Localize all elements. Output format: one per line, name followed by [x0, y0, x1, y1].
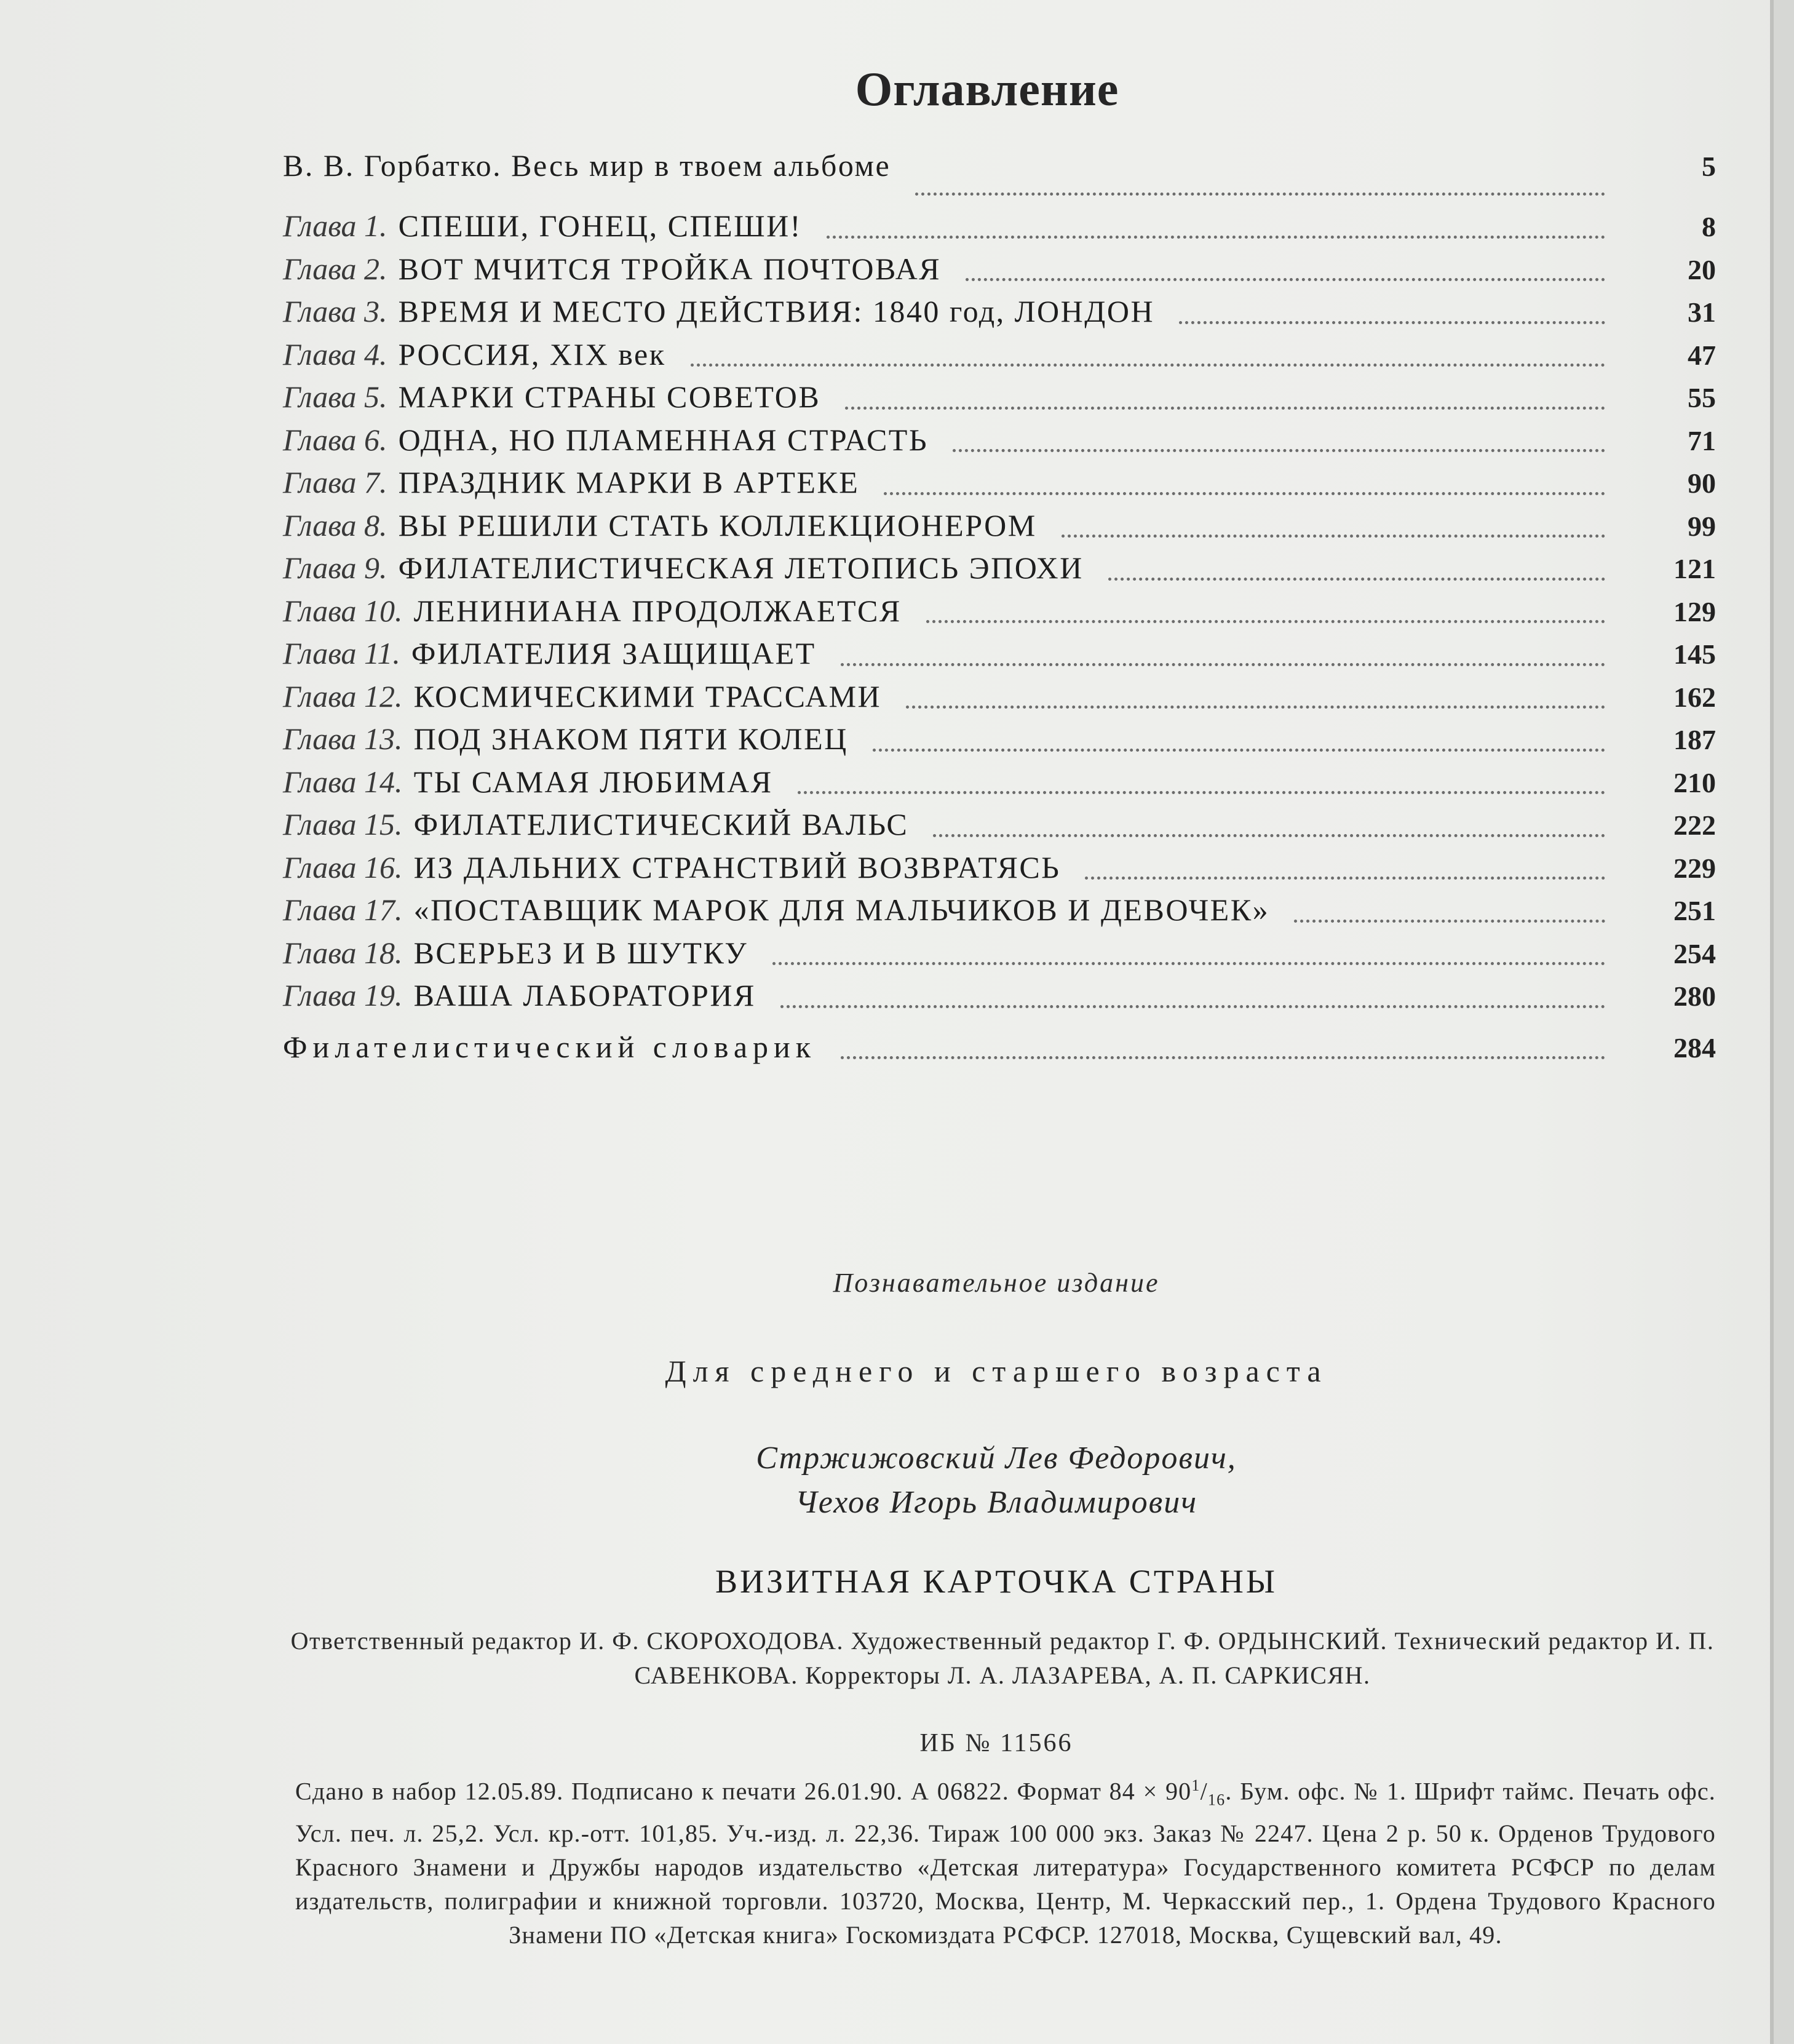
toc-chapter-row: [283, 251, 1716, 294]
chapter-number: Глава 16.: [283, 849, 403, 885]
toc-chapter-row: [283, 935, 1716, 978]
editors-credits: Ответственный редактор И. Ф. СКОРОХОДОВА. Художественный редактор Г. Ф. ОРДЫНСКИЙ. Технический редактор И. П. САВЕНКОВА. Корректоры Л. А. ЛАЗАРЕВА, А. П. САРКИСЯН.: [290, 1627, 1715, 1689]
audience-line: Для среднего и старшего возраста: [665, 1354, 1328, 1388]
dot-leader: [873, 749, 1605, 752]
dot-leader: [884, 492, 1605, 495]
chapter-number: Глава 11.: [283, 636, 400, 670]
chapter-number: Глава 1.: [283, 209, 387, 243]
chapter-number: Глава 8.: [283, 507, 387, 543]
dot-leader: [966, 278, 1605, 281]
chapter-title: ФИЛАТЕЛИСТИЧЕСКАЯ ЛЕТОПИСЬ ЭПОХИ: [398, 551, 1084, 585]
chapter-number: Глава 3.: [283, 294, 387, 328]
dot-leader: [933, 834, 1605, 837]
imprint-text: . Бум. офс. № 1. Шрифт таймс. Печать офс. Усл. печ. л. 25,2. Усл. кр.-отт. 101,85. Уч.-изд. л. 22,36. Тираж 100 000 экз. Заказ № 2247. Цена 2 р. 50 к. Орденов Трудового Красного Знамени и Дружбы народов издательство «Детская литература» Государственного комитета РСФСР по делам издательств, полиграфии и книжной торговли. 103720, Москва, Центр, М. Черкасский пер., 1. Ордена Трудового Красного Знамени ПО «Детская книга» Госкомиздата РСФСР. 127018, Москва, Сущевский вал, 49.: [295, 1777, 1716, 1949]
dot-leader: [772, 962, 1605, 965]
toc-chapter-row: [283, 550, 1716, 593]
toc-chapter-row: [283, 593, 1716, 636]
chapter-title: ВСЕРЬЕЗ И В ШУТКУ: [413, 935, 748, 970]
chapter-number: Глава 10.: [283, 593, 403, 628]
chapter-title: ОДНА, НО ПЛАМЕННАЯ СТРАСТЬ: [398, 422, 929, 457]
dot-leader: [827, 236, 1605, 239]
imprint-details: Сдано в набор 12.05.89. Подписано к печати 26.01.90. А 06822. Формат $84 \times 90^1/_{16}$. Бум. офс. № 1. Шрифт таймс. Печать офс. Усл. печ. л. 25,2. Усл. кр.-отт. 101,85. Уч.-изд. л. 22,36. Тираж 100 000 экз. Заказ № 2247. Цена 2 р. 50 к. Орденов Трудового Красного Знамени и Дружбы народов издательство «Детская литература» Государственного комитета РСФСР по делам издательств, полиграфии и книжной торговли. 103720, Москва, Центр, М. Черкасский пер., 1. Ордена Трудового Красного Знамени ПО «Детская книга» Госкомиздата РСФСР. 127018, Москва, Сущевский вал, 49.: [295, 1776, 1716, 1949]
toc-chapter-row: [283, 977, 1716, 1020]
toc-chapter-row: [283, 806, 1716, 849]
chapter-page: 145: [1673, 638, 1716, 670]
chapter-page: 71: [1688, 424, 1716, 456]
chapter-title: ЛЕНИНИАНА ПРОДОЛЖАЕТСЯ: [413, 593, 902, 628]
authors-block: [0, 1436, 1794, 1525]
chapter-title: КОСМИЧЕСКИМИ ТРАССАМИ: [413, 678, 882, 714]
book-title: ВИЗИТНАЯ КАРТОЧКА СТРАНЫ: [715, 1563, 1277, 1600]
chapter-number: Глава 18.: [283, 935, 403, 970]
dot-leader: [841, 663, 1605, 666]
toc-chapter-row: [283, 293, 1716, 336]
chapter-number: Глава 6.: [283, 422, 387, 457]
chapter-title: ПРАЗДНИК МАРКИ В АРТЕКЕ: [398, 465, 860, 499]
chapter-page: 187: [1673, 724, 1716, 755]
toc-heading: Оглавление: [855, 62, 1119, 116]
toc-chapter-row: [283, 635, 1716, 678]
format-fraction-numerator: 1: [1191, 1776, 1201, 1794]
chapter-title: ФИЛАТЕЛИСТИЧЕСКИЙ ВАЛЬС: [413, 807, 909, 841]
toc-chapter-row: [283, 507, 1716, 551]
toc-chapter-row: [283, 422, 1716, 465]
chapter-title: «ПОСТАВЩИК МАРОК ДЛЯ МАЛЬЧИКОВ И ДЕВОЧЕК»: [413, 893, 1270, 927]
chapter-page: 162: [1673, 681, 1716, 713]
chapter-page: 129: [1673, 595, 1716, 627]
chapter-number: Глава 7.: [283, 465, 387, 499]
chapter-page: 229: [1673, 852, 1716, 884]
chapter-page: 280: [1673, 980, 1716, 1012]
toc-chapter-row: [283, 464, 1716, 507]
toc-chapter-row: [283, 379, 1716, 422]
chapter-number: Глава 17.: [283, 893, 403, 927]
chapter-page: 8: [1702, 211, 1716, 242]
chapter-page: 210: [1673, 766, 1716, 798]
chapter-page: 47: [1688, 339, 1716, 371]
chapter-page: 31: [1688, 296, 1716, 328]
dot-leader: [1085, 877, 1605, 880]
chapter-number: Глава 15.: [283, 807, 403, 841]
chapter-page: 99: [1688, 510, 1716, 542]
chapter-title: СПЕШИ, ГОНЕЦ, СПЕШИ!: [398, 209, 802, 243]
chapter-page: 222: [1673, 809, 1716, 841]
toc-chapter-row: [283, 892, 1716, 935]
dot-leader: [1062, 535, 1605, 538]
chapter-page: 55: [1688, 382, 1716, 413]
chapter-number: Глава 13.: [283, 722, 403, 756]
chapter-number: Глава 19.: [283, 978, 403, 1012]
toc-intro-page: 5: [1702, 151, 1716, 182]
toc-intro-row: [283, 148, 1716, 208]
chapter-page: 121: [1673, 553, 1716, 584]
chapter-title: ВЫ РЕШИЛИ СТАТЬ КОЛЛЕКЦИОНЕРОМ: [398, 507, 1037, 543]
author-name: Стржижовский Лев Федорович,: [756, 1441, 1237, 1476]
dot-leader: [845, 407, 1605, 410]
chapter-number: Глава 4.: [283, 336, 387, 372]
dot-leader: [841, 1056, 1605, 1059]
toc-chapter-row: [283, 721, 1716, 764]
edition-genre: Познавательное издание: [833, 1268, 1160, 1298]
chapter-title: ПОД ЗНАКОМ ПЯТИ КОЛЕЦ: [413, 722, 848, 756]
toc-glossary-row: [283, 1029, 1716, 1072]
chapter-page: 254: [1673, 937, 1716, 969]
imprint-text: Сдано в набор 12.05.89. Подписано к печати 26.01.90. А 06822. Формат 84 × 90: [295, 1777, 1192, 1805]
chapter-number: Глава 9.: [283, 551, 387, 585]
toc-chapter-row: [283, 336, 1716, 380]
chapter-number: Глава 2.: [283, 251, 387, 286]
chapter-page: 20: [1688, 253, 1716, 285]
chapter-title: ТЫ САМАЯ ЛЮБИМАЯ: [413, 764, 773, 799]
dot-leader: [926, 620, 1605, 623]
dot-leader: [691, 364, 1605, 367]
dot-leader: [915, 193, 1605, 196]
chapter-title: ФИЛАТЕЛИЯ ЗАЩИЩАЕТ: [411, 636, 816, 670]
toc-chapter-row: [283, 208, 1716, 251]
chapter-number: Глава 12.: [283, 678, 403, 714]
dot-leader: [953, 449, 1605, 452]
chapter-title: РОССИЯ, XIX век: [398, 336, 666, 372]
dot-leader: [1108, 578, 1605, 581]
dot-leader: [906, 706, 1605, 709]
dot-leader: [780, 1005, 1605, 1008]
chapter-title: ВОТ МЧИТСЯ ТРОЙКА ПОЧТОВАЯ: [398, 251, 942, 286]
format-fraction-denominator: 16: [1207, 1791, 1226, 1809]
dot-leader: [1179, 321, 1605, 324]
toc-chapter-row: [283, 849, 1716, 893]
toc-glossary-page: 284: [1673, 1032, 1716, 1064]
chapter-page: 251: [1673, 895, 1716, 926]
ib-number: ИБ № 11566: [919, 1729, 1073, 1757]
table-of-contents: [283, 148, 1716, 1072]
toc-glossary-title: Филателистический словарик: [283, 1029, 817, 1064]
chapter-title: ВРЕМЯ И МЕСТО ДЕЙСТВИЯ: 1840 год, ЛОНДОН: [398, 294, 1155, 328]
chapter-page: 90: [1688, 467, 1716, 499]
toc-chapter-row: [283, 678, 1716, 722]
dot-leader: [798, 791, 1605, 794]
chapter-title: ВАША ЛАБОРАТОРИЯ: [413, 978, 756, 1012]
dot-leader: [1294, 920, 1605, 923]
toc-chapter-row: [283, 764, 1716, 807]
chapter-number: Глава 5.: [283, 380, 387, 414]
author-name: Чехов Игорь Владимирович: [795, 1485, 1198, 1520]
chapter-title: ИЗ ДАЛЬНИХ СТРАНСТВИЙ ВОЗВРАТЯСЬ: [413, 849, 1061, 885]
toc-chapter-list: [283, 208, 1716, 1020]
toc-intro-title: В. В. Горбатко. Весь мир в твоем альбоме: [283, 148, 891, 183]
chapter-title: МАРКИ СТРАНЫ СОВЕТОВ: [398, 380, 821, 414]
chapter-number: Глава 14.: [283, 764, 403, 799]
